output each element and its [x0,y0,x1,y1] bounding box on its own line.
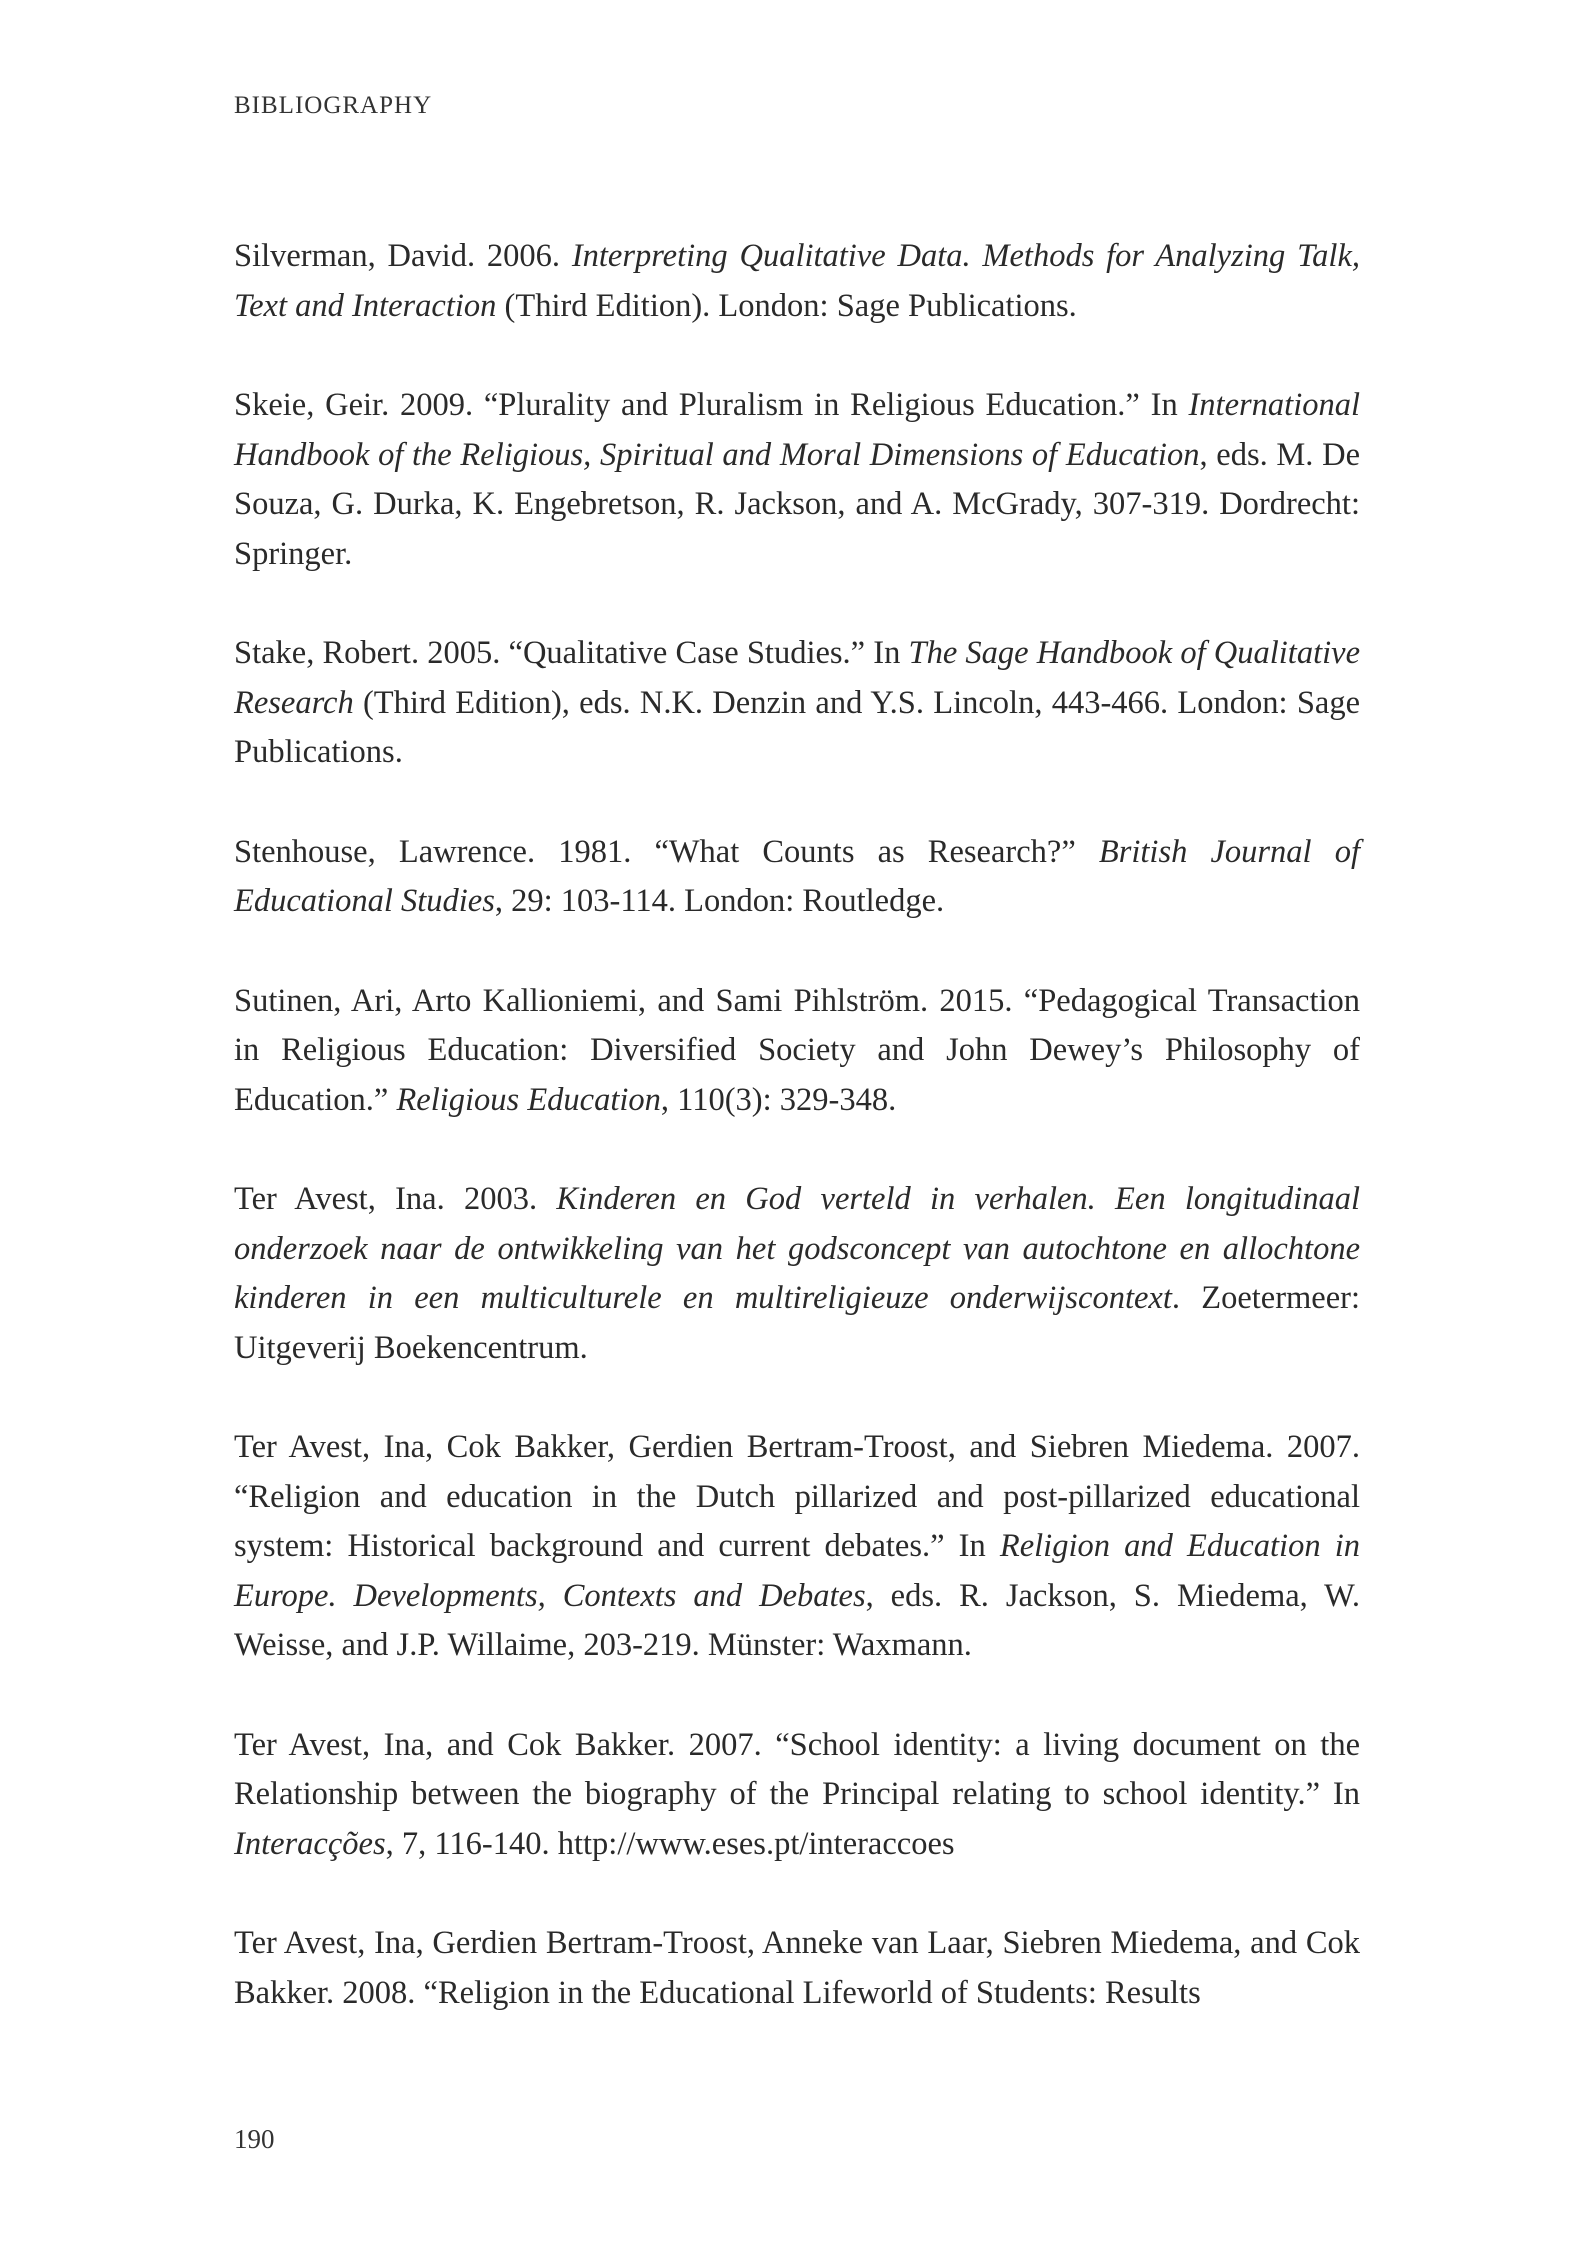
bibliography-entry [234,232,1360,331]
running-head: BIBLIOGRAPHY [234,92,433,119]
entry-text: , eds. M. De Souza, G. Durka, K. Engebretson, R. Jackson, and A. McGrady, 307-319. Dordrecht: Springer. [234,436,1360,572]
bibliography-entry [234,828,1360,927]
entry-title: British Journal of Educational Studies [234,833,1360,919]
bibliography-entry [234,381,1360,579]
bibliography-entry [234,1175,1360,1373]
entry-text: Stenhouse, Lawrence. 1981. “What Counts as Research?” [234,833,1099,870]
entry-text: (Third Edition). London: Sage Publications. [496,287,1077,324]
entry-title: Interpreting Qualitative Data. Methods for Analyzing Talk, Text and Interaction [234,238,1360,324]
bibliography-entry [234,1721,1360,1870]
entry-text: Ter Avest, Ina, Cok Bakker, Gerdien Bertram-Troost, and Siebren Miedema. 2007. “Religion and education in the Dutch pillarized and post-pillarized educational system: Historical background and current debates.” In [234,1429,1360,1564]
entry-text: Ter Avest, Ina, Gerdien Bertram-Troost, Anneke van Laar, Siebren Miedema, and Cok Bakker. 2008. “Religion in the Educational Lifeworld of Students: Results [234,1925,1360,2011]
entry-text: , 110(3): 329-348. [660,1081,897,1118]
entry-title: Kinderen en God verteld in verhalen. Een longitudinaal onderzoek naar de ontwikkeling van het godsconcept van autochtone en allochtone kinderen in een multiculturele en multireligieuze onderwijscontext [234,1181,1360,1316]
entry-title: International Handbook of the Religious, Spiritual and Moral Dimensions of Education [234,387,1360,473]
entry-title: The Sage Handbook of Qualitative Research [234,635,1360,721]
entry-text: , 29: 103-114. London: Routledge. [494,883,945,919]
entry-title: Religious Education [396,1081,661,1118]
bibliography-list [234,232,1360,2068]
entry-text: (Third Edition), eds. N.K. Denzin and Y.S. Lincoln, 443-466. London: Sage Publications. [234,684,1360,770]
entry-text: . Zoetermeer: Uitgeverij Boekencentrum. [234,1280,1361,1366]
entry-title: Interacções [234,1825,386,1862]
entry-text: Silverman, David. 2006. [234,238,572,274]
entry-text: Sutinen, Ari, Arto Kallioniemi, and Sami Pihlström. 2015. “Pedagogical Transaction in Religious Education: Diversified Society and John Dewey’s Philosophy of Education.” [234,982,1360,1118]
bibliography-entry [234,1919,1360,2018]
entry-text: Skeie, Geir. 2009. “Plurality and Pluralism in Religious Education.” In [234,387,1189,423]
entry-text: Ter Avest, Ina. 2003. [234,1181,557,1217]
bibliography-entry [234,629,1360,778]
entry-title: Religion and Education in Europe. Developments, Contexts and Debates [234,1528,1360,1614]
bibliography-entry [234,1423,1360,1671]
entry-text: Stake, Robert. 2005. “Qualitative Case Studies.” In [234,635,909,671]
entry-text: Ter Avest, Ina, and Cok Bakker. 2007. “School identity: a living document on the Relationship between the biography of the Principal relating to school identity.” In [234,1726,1360,1812]
entry-text: , eds. R. Jackson, S. Miedema, W. Weisse, and J.P. Willaime, 203-219. Münster: Waxmann. [234,1577,1360,1663]
bibliography-entry [234,977,1360,1126]
page-number: 190 [234,2124,275,2154]
entry-text: , 7, 116-140. http://www.eses.pt/interaccoes [385,1825,955,1862]
